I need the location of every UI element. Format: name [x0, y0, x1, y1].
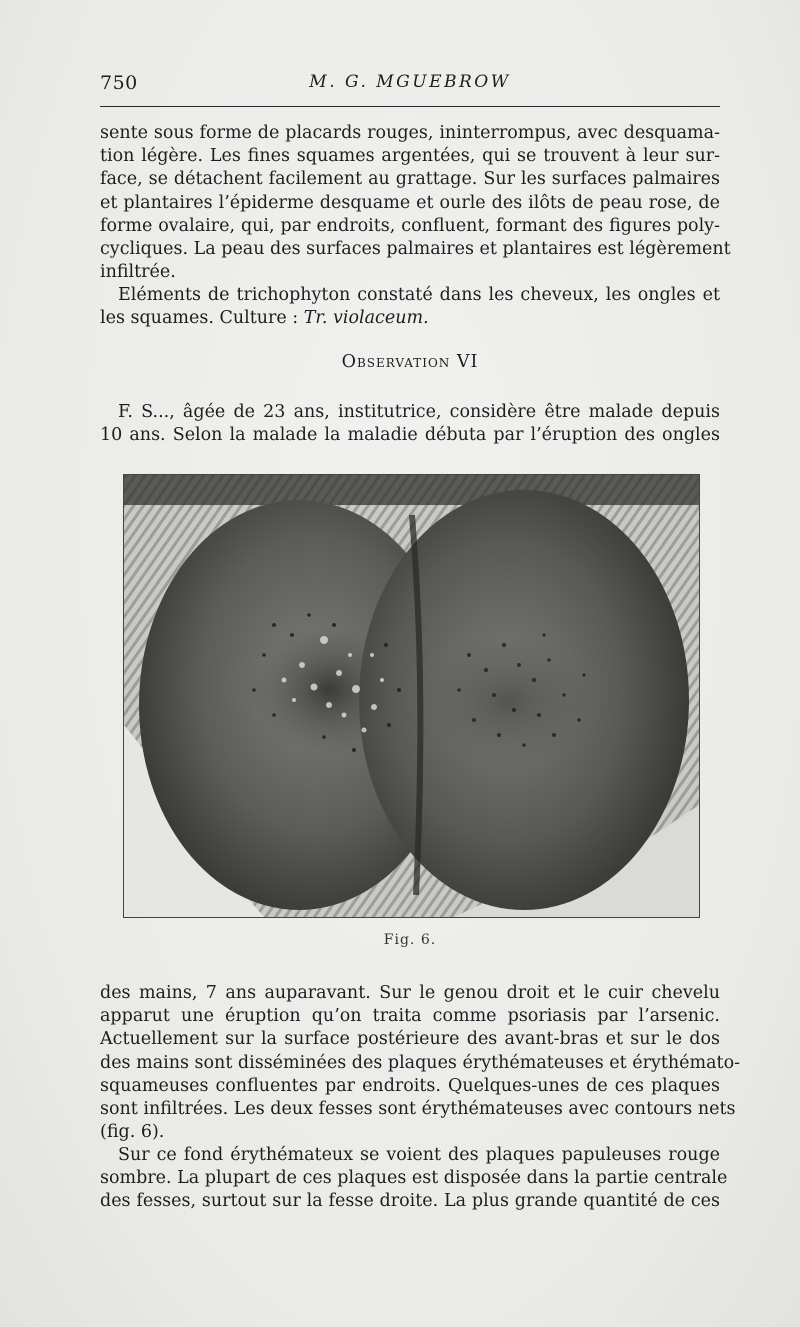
text-line: des mains, 7 ans auparavant. Sur le genou droit et le cuir chevelu	[100, 983, 720, 1003]
text-line: apparut une éruption qu’on traita comme psoriasis par l’arsenic.	[100, 1006, 720, 1027]
text-line: Sur ce fond érythémateux se voient des plaques papuleuses rouge	[118, 1145, 720, 1165]
paragraph-papules	[100, 1144, 728, 1214]
paragraph-observation	[100, 401, 720, 447]
page-number: 750	[100, 72, 138, 94]
text-line: squameuses confluentes par endroits. Quelques-unes de ces plaques	[100, 1075, 720, 1096]
text-line: des fesses, surtout sur la fesse droite. La plus grande quantité de ces	[100, 1191, 720, 1212]
text-line: infiltrée.	[100, 262, 176, 283]
text-line: F. S..., âgée de 23 ans, institutrice, considère être malade depuis	[118, 402, 720, 422]
culture-label: les squames. Culture :	[100, 308, 304, 329]
text-line: 10 ans. Selon la malade la maladie débuta par l’éruption des ongles	[100, 425, 720, 446]
text-line: Eléments de trichophyton constaté dans les cheveux, les ongles et	[118, 285, 720, 305]
figure-caption: Fig. 6.	[383, 932, 437, 948]
section-title: Observation VI	[341, 352, 479, 372]
culture-species: Tr. violaceum.	[303, 308, 429, 329]
text-line	[100, 307, 720, 330]
text-line: sombre. La plupart de ces plaques est disposée dans la partie centrale	[100, 1168, 728, 1189]
text-line: et plantaires l’épiderme desquame et ourle des ilôts de peau rose, de	[100, 192, 720, 213]
paragraph-history	[100, 982, 741, 1144]
text-line: face, se détachent facilement au grattage. Sur les surfaces palmaires	[100, 169, 720, 190]
text-line: sont infiltrées. Les deux fesses sont érythémateuses avec contours nets	[100, 1099, 736, 1120]
text-line: (fig. 6).	[100, 1122, 165, 1143]
running-head	[100, 72, 720, 102]
text-line: cycliques. La peau des surfaces palmaires et plantaires est légèrement	[100, 239, 731, 260]
text-line: forme ovalaire, qui, par endroits, confluent, formant des figures poly-	[100, 215, 720, 236]
text-line: sente sous forme de placards rouges, ininterrompus, avec desquama-	[100, 123, 720, 143]
running-head-author: M. G. MGUEBROW	[309, 72, 511, 92]
paragraph-trichophyton	[100, 284, 720, 330]
header-rule	[100, 106, 720, 107]
text-line: Actuellement sur la surface postérieure des avant-bras et sur le dos	[100, 1029, 720, 1050]
figure-photograph	[123, 474, 700, 918]
paragraph-continuation	[100, 122, 731, 284]
text-line: des mains sont disséminées des plaques érythémateuses et érythémato-	[100, 1052, 741, 1073]
text-line: tion légère. Les fines squames argentées, qui se trouvent à leur sur-	[100, 146, 720, 167]
